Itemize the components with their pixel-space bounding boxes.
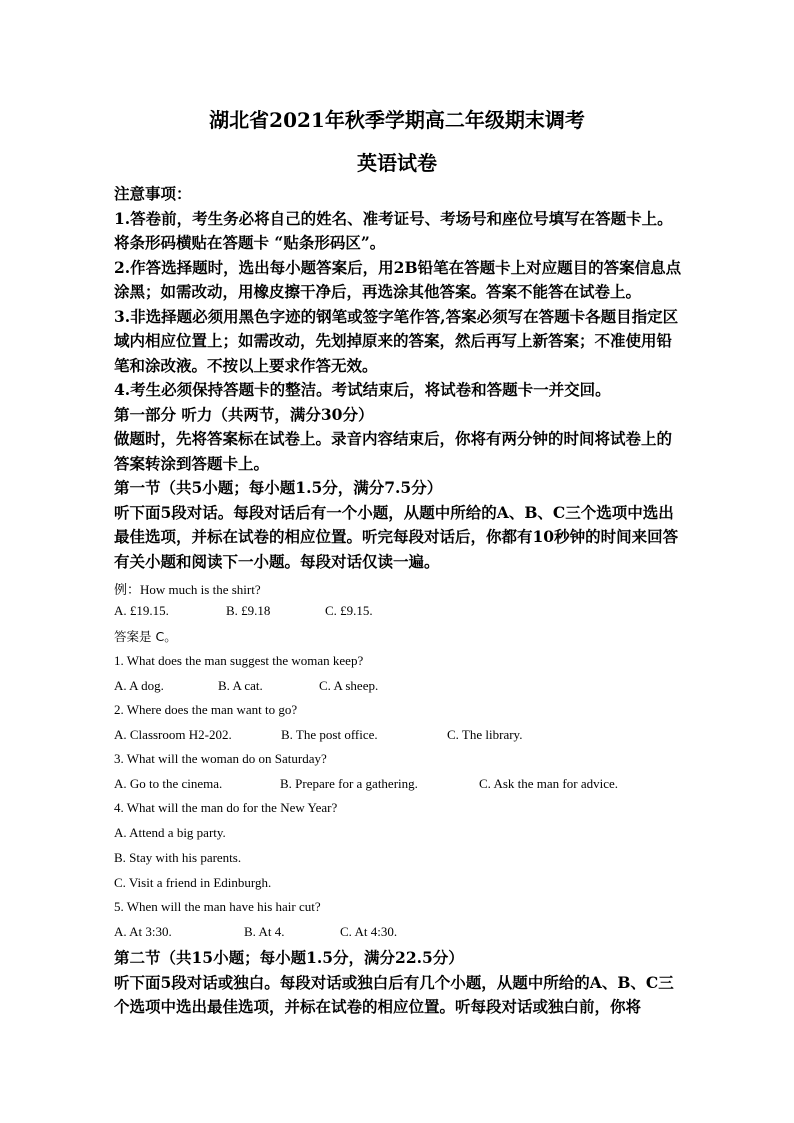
notice-heading: 注意事项：: [114, 184, 192, 203]
option-b: B. At 4.: [244, 924, 285, 939]
notice-item: 4.考生必须保持答题卡的整洁。考试结束后，将试卷和答题卡一并交回。: [114, 380, 611, 399]
section1-instruction: 听下面5段对话。每段对话后有一个小题，从题中所给的A、B、C三个选项中选出最佳选项，并标在试卷的相应位置。听完每段对话后，你都有10秒钟的时间来回答有关小题和阅读下一小题。每段对话仅读一遍。: [114, 502, 679, 571]
question-text: 2. Where does the man want to go?: [114, 702, 298, 717]
option-a: A. £19.15.: [114, 603, 169, 618]
option-c: C. The library.: [447, 727, 523, 742]
question-text: 3. What will the woman do on Saturday?: [114, 751, 327, 766]
section2-heading: 第二节（共15小题；每小题1.5分，满分22.5分）: [114, 948, 464, 967]
notice-item: 3.非选择题必须用黑色字迹的钢笔或签字笔作答,答案必须写在答题卡各题目指定区域内相应位置上；如需改动，先划掉原来的答案，然后再写上新答案；不准使用铅笔和涂改液。不按以上要求作答无效。: [114, 306, 679, 375]
option-b: B. Stay with his parents.: [114, 850, 242, 865]
question-text: 4. What will the man do for the New Year?: [114, 800, 338, 815]
notice-item: 2.作答选择题时，选出每小题答案后，用2B铅笔在答题卡上对应题目的答案信息点涂黑；如需改动，用橡皮擦干净后，再选涂其他答案。答案不能答在试卷上。: [114, 257, 682, 301]
exam-subtitle: 英语试卷: [357, 151, 437, 175]
option-c: C. A sheep.: [319, 678, 379, 693]
option-a: A. A dog.: [114, 678, 164, 693]
section1-heading: 第一节（共5小题；每小题1.5分，满分7.5分）: [114, 478, 443, 497]
option-b: B. The post office.: [281, 727, 378, 742]
notice-section: [114, 182, 684, 574]
section2: [114, 946, 684, 1020]
option-c: C. At 4:30.: [340, 924, 398, 939]
part1-heading: 第一部分 听力（共两节，满分30分）: [114, 404, 374, 424]
option-c: C. £9.15.: [325, 603, 373, 618]
option-c: C. Ask the man for advice.: [479, 776, 618, 791]
option-a: A. At 3:30.: [114, 924, 172, 939]
option-a: A. Attend a big party.: [114, 825, 226, 840]
option-a: A. Classroom H2-202.: [114, 727, 232, 742]
example-question: 例：How much is the shirt?: [114, 582, 261, 597]
option-b: B. A cat.: [218, 678, 263, 693]
option-b: B. £9.18: [226, 603, 271, 618]
example-answer: 答案是 C。: [114, 629, 177, 644]
option-b: B. Prepare for a gathering.: [280, 776, 418, 791]
section2-instruction: 听下面5段对话或独白。每段对话或独白后有几个小题，从题中所给的A、B、C三个选项中选出最佳选项，并标在试卷的相应位置。听每段对话或独白前，你将: [114, 972, 674, 1016]
option-a: A. Go to the cinema.: [114, 776, 223, 791]
question-text: 1. What does the man suggest the woman keep?: [114, 653, 364, 668]
option-c: C. Visit a friend in Edinburgh.: [114, 875, 272, 890]
question-text: 5. When will the man have his hair cut?: [114, 899, 321, 914]
part1-instruction: 做题时，先将答案标在试卷上。录音内容结束后，你将有两分钟的时间将试卷上的答案转涂到答题卡上。: [114, 429, 673, 473]
exam-title: 湖北省2021年秋季学期高二年级期末调考: [209, 108, 585, 132]
notice-item: 1.答卷前，考生务必将自己的姓名、准考证号、考场号和座位号填写在答题卡上。将条形码横贴在答题卡 “贴条形码区”。: [114, 208, 673, 252]
